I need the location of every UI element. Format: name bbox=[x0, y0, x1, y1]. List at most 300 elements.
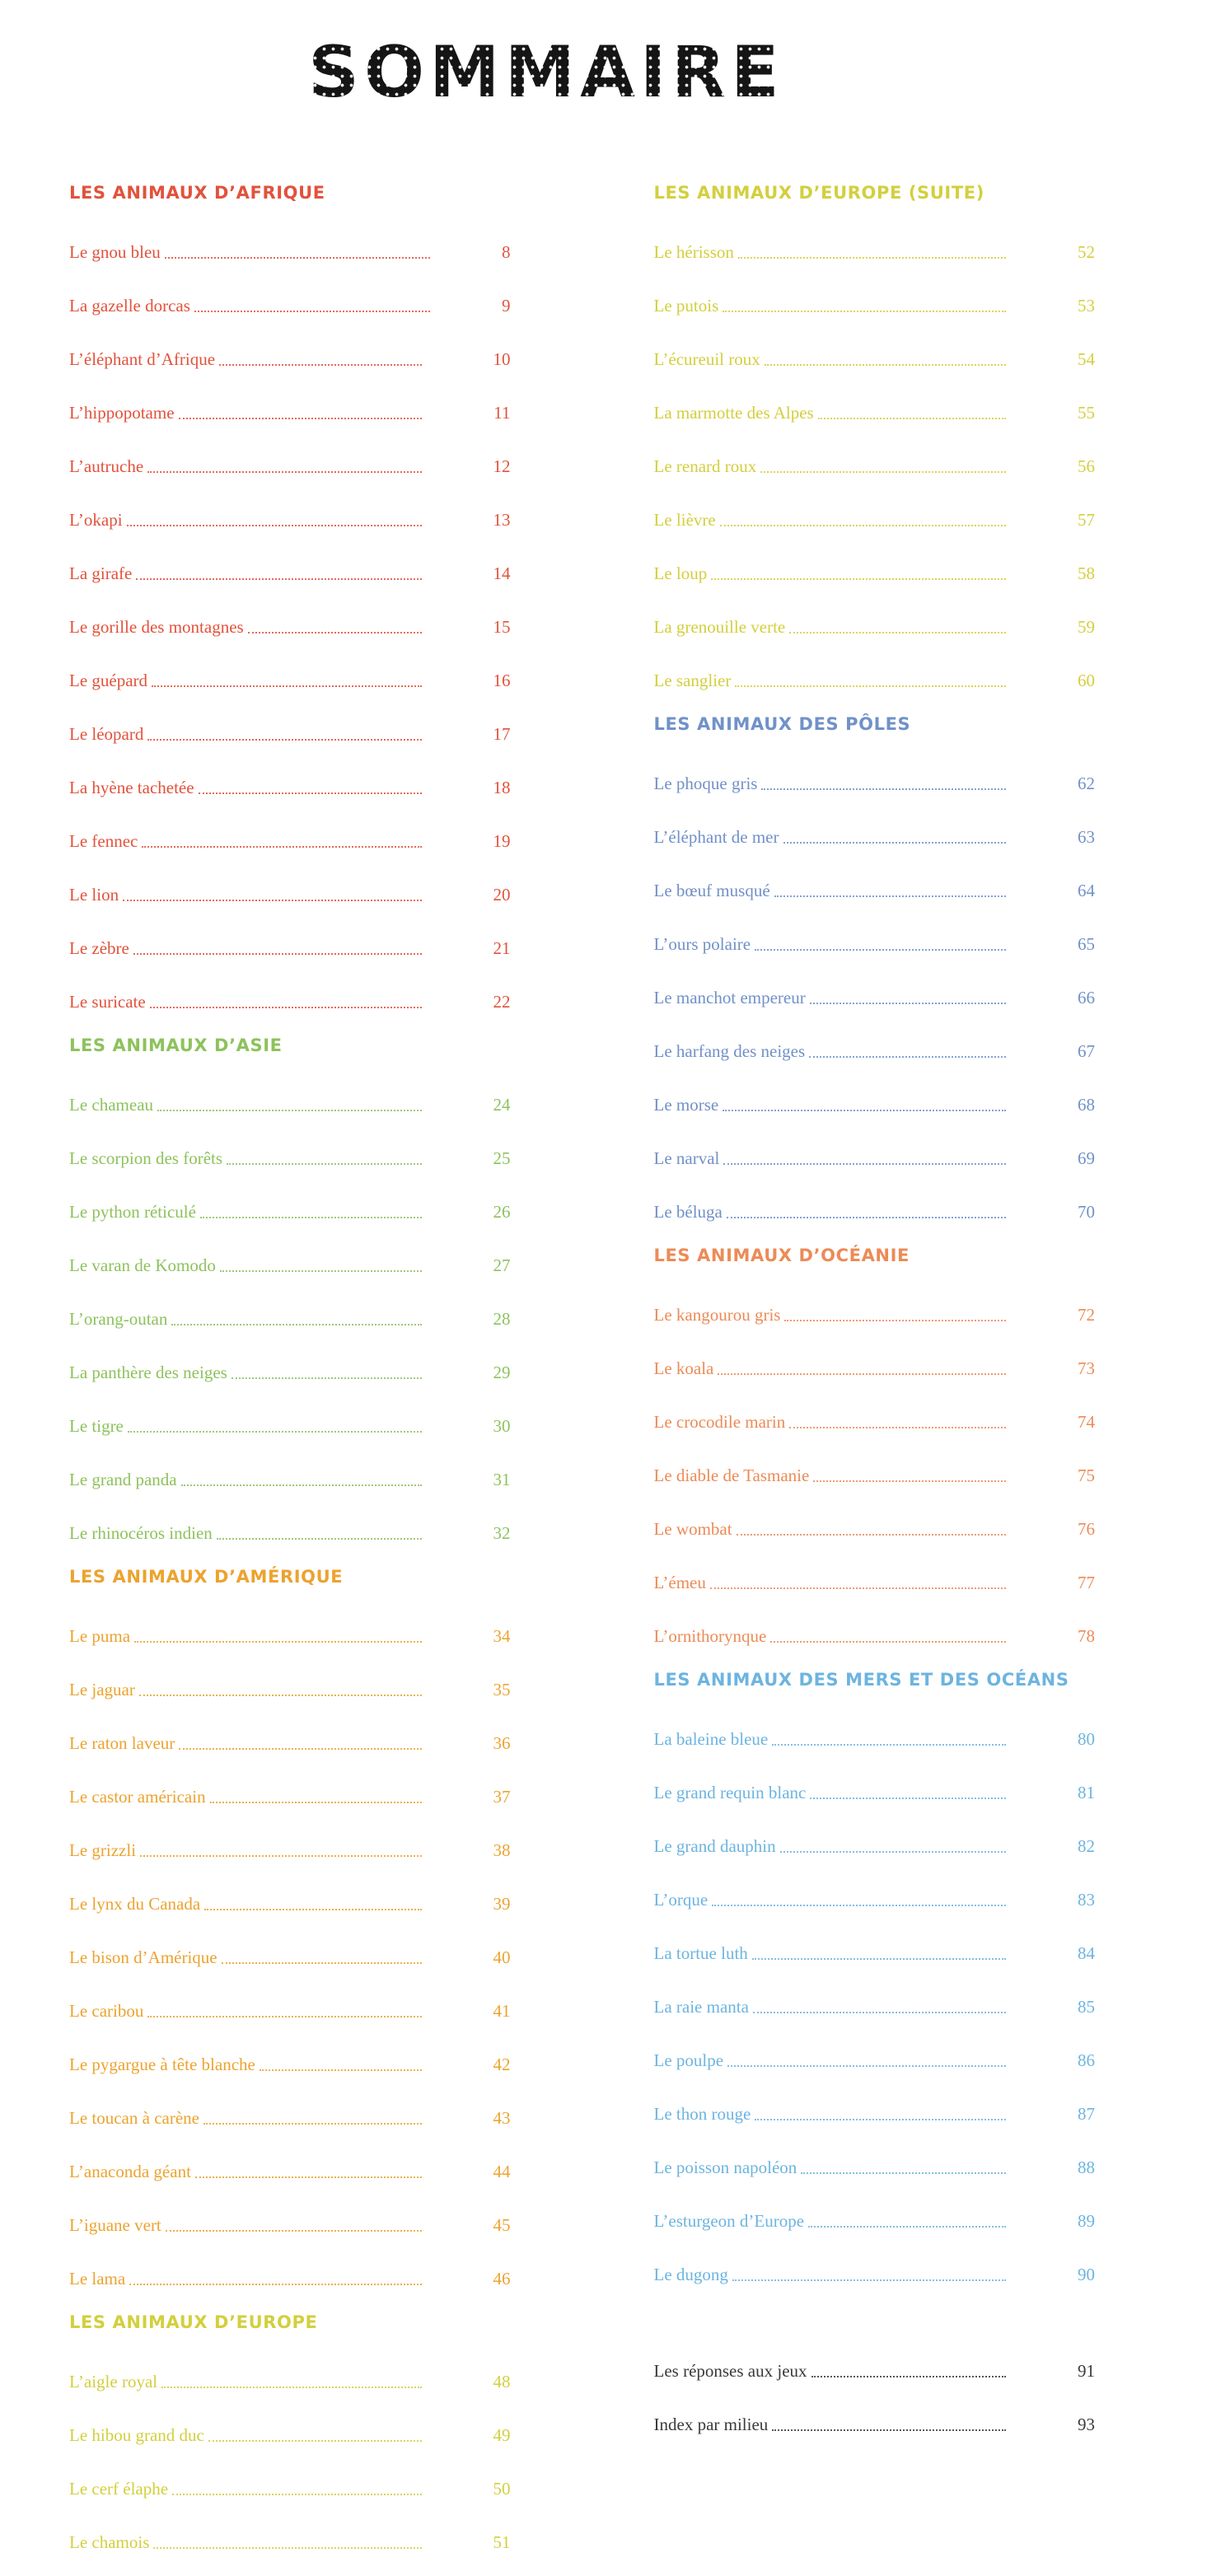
toc-entry bbox=[654, 264, 1163, 317]
entry-label: Le grand dauphin bbox=[653, 1836, 776, 1856]
entry-page-number: 30 bbox=[493, 1416, 511, 1436]
toc-entry bbox=[654, 849, 1163, 902]
entry-page-number: 88 bbox=[1078, 2158, 1095, 2177]
entry-label: Le béluga bbox=[653, 1202, 723, 1222]
toc-entry bbox=[654, 1009, 1163, 1063]
toc-entry bbox=[69, 638, 578, 692]
entry-label: L’ornithorynque bbox=[653, 1626, 767, 1646]
entry-label: Le lièvre bbox=[653, 510, 716, 530]
entry-leader-dots bbox=[208, 2440, 422, 2442]
entry-page-number: 13 bbox=[493, 510, 511, 530]
toc-entry bbox=[69, 2022, 578, 2076]
entry-leader-dots bbox=[140, 1855, 421, 1857]
entry-page-number: 56 bbox=[1078, 456, 1095, 476]
entry-page-number: 63 bbox=[1078, 827, 1095, 847]
entry-leader-dots bbox=[220, 1270, 422, 1272]
entry-leader-dots bbox=[732, 2279, 1006, 2281]
toc-entry bbox=[69, 1915, 578, 1969]
toc-entry bbox=[654, 1170, 1163, 1223]
toc-entry bbox=[654, 478, 1163, 531]
entry-label: Le chamois bbox=[69, 2532, 150, 2552]
entry-leader-dots bbox=[165, 257, 430, 259]
toc-entry bbox=[654, 2018, 1163, 2072]
entry-leader-dots bbox=[232, 1377, 422, 1379]
entry-label: L’autruche bbox=[69, 456, 144, 476]
section-heading: LES ANIMAUX D’ASIE bbox=[69, 1036, 283, 1055]
entry-label: Le grand panda bbox=[69, 1470, 177, 1489]
entry-label: Le suricate bbox=[69, 992, 146, 1012]
entry-page-number: 57 bbox=[1078, 510, 1095, 530]
toc-entry bbox=[69, 1170, 578, 1223]
toc-entry bbox=[69, 2130, 578, 2183]
entry-page-number: 15 bbox=[493, 617, 511, 637]
entry-leader-dots bbox=[738, 257, 1006, 259]
toc-entry bbox=[69, 1277, 578, 1330]
entry-leader-dots bbox=[772, 1744, 1006, 1746]
entry-page-number: 43 bbox=[493, 2108, 511, 2128]
entry-page-number: 64 bbox=[1078, 881, 1095, 900]
toc-entry bbox=[69, 1438, 578, 1491]
entry-label: Le koala bbox=[653, 1358, 714, 1378]
toc-entry bbox=[654, 2232, 1163, 2286]
toc-entry bbox=[69, 799, 578, 853]
toc-section bbox=[69, 2312, 578, 2554]
entry-page-number: 20 bbox=[493, 885, 511, 905]
toc-entry bbox=[69, 2393, 578, 2447]
toc-entry bbox=[654, 371, 1163, 424]
entry-leader-dots bbox=[811, 2376, 1006, 2377]
entry-label: Le hérisson bbox=[653, 242, 734, 262]
entry-label: La hyène tachetée bbox=[69, 778, 194, 797]
entry-label: Le fennec bbox=[69, 831, 138, 851]
entry-label: La raie manta bbox=[653, 1997, 749, 2017]
toc-entry bbox=[69, 1594, 578, 1648]
entry-page-number: 44 bbox=[493, 2162, 511, 2181]
entry-page-number: 42 bbox=[493, 2055, 511, 2074]
entry-leader-dots bbox=[200, 1217, 422, 1218]
toc-entry bbox=[69, 478, 578, 531]
entry-page-number: 54 bbox=[1078, 349, 1095, 369]
entry-page-number: 85 bbox=[1078, 1997, 1095, 2017]
entry-leader-dots bbox=[123, 900, 421, 901]
entry-leader-dots bbox=[128, 1431, 422, 1433]
entry-page-number: 52 bbox=[1078, 242, 1095, 262]
entry-leader-dots bbox=[152, 685, 421, 687]
entry-label: La girafe bbox=[69, 563, 133, 583]
toc-entry bbox=[654, 531, 1163, 585]
entry-page-number: 49 bbox=[493, 2425, 511, 2445]
entry-label: Le varan de Komodo bbox=[69, 1255, 216, 1275]
entry-page-number: 41 bbox=[493, 2001, 511, 2021]
toc-section bbox=[69, 183, 578, 1013]
toc-columns bbox=[69, 183, 1162, 2576]
section-heading: LES ANIMAUX D’EUROPE (SUITE) bbox=[653, 183, 984, 203]
entry-page-number: 58 bbox=[1078, 563, 1095, 583]
entry-label: Le gnou bleu bbox=[69, 242, 161, 262]
toc-column-right bbox=[654, 183, 1163, 2576]
entry-leader-dots bbox=[755, 2119, 1006, 2120]
entry-page-number: 82 bbox=[1078, 1836, 1095, 1856]
entry-page-number: 22 bbox=[493, 992, 511, 1012]
entry-page-number: 60 bbox=[1078, 671, 1095, 690]
entry-page-number: 36 bbox=[493, 1733, 511, 1753]
entry-label: La gazelle dorcas bbox=[69, 296, 190, 316]
entry-leader-dots bbox=[136, 578, 421, 580]
toc-entry bbox=[69, 2237, 578, 2290]
entry-leader-dots bbox=[204, 1909, 421, 1910]
toc-entry bbox=[654, 1751, 1163, 1804]
entry-page-number: 28 bbox=[493, 1309, 511, 1329]
entry-label: Index par milieu bbox=[653, 2415, 769, 2434]
entry-page-number: 84 bbox=[1078, 1943, 1095, 1963]
entry-label: L’écureuil roux bbox=[653, 349, 760, 369]
entry-label: Le harfang des neiges bbox=[653, 1041, 806, 1061]
entry-page-number: 83 bbox=[1078, 1890, 1095, 1910]
entry-label: L’esturgeon d’Europe bbox=[653, 2211, 805, 2231]
entry-label: Le pygargue à tête blanche bbox=[69, 2055, 255, 2074]
toc-entry bbox=[654, 1487, 1163, 1540]
entry-leader-dots bbox=[260, 2069, 422, 2071]
entry-label: Le hibou grand duc bbox=[69, 2425, 204, 2445]
toc-entry bbox=[654, 1697, 1163, 1751]
entry-leader-dots bbox=[720, 525, 1006, 526]
toc-entry bbox=[654, 1380, 1163, 1433]
toc-entry bbox=[69, 1491, 578, 1545]
entry-leader-dots bbox=[248, 632, 422, 633]
toc-entry bbox=[69, 2076, 578, 2130]
entry-label: Le narval bbox=[653, 1148, 720, 1168]
entry-page-number: 53 bbox=[1078, 296, 1095, 316]
entry-label: Le grizzli bbox=[69, 1840, 137, 1860]
entry-label: Le toucan à carène bbox=[69, 2108, 199, 2128]
entry-leader-dots bbox=[171, 1324, 421, 1325]
entry-label: Le wombat bbox=[653, 1519, 732, 1539]
toc-section bbox=[654, 183, 1163, 692]
entry-page-number: 39 bbox=[493, 1894, 511, 1914]
entry-label: Le morse bbox=[653, 1095, 719, 1115]
entry-page-number: 8 bbox=[502, 242, 511, 262]
entry-page-number: 78 bbox=[1078, 1626, 1095, 1646]
entry-leader-dots bbox=[222, 1962, 422, 1964]
entry-label: La panthère des neiges bbox=[69, 1363, 227, 1382]
toc-entry bbox=[69, 746, 578, 799]
toc-entry bbox=[69, 960, 578, 1013]
toc-entry bbox=[654, 2179, 1163, 2232]
entry-label: Le tigre bbox=[69, 1416, 124, 1436]
toc-section bbox=[69, 1567, 578, 2290]
toc-entry bbox=[654, 1433, 1163, 1487]
entry-leader-dots bbox=[753, 2012, 1006, 2013]
entry-label: L’hippopotame bbox=[69, 403, 175, 423]
entry-page-number: 38 bbox=[493, 1840, 511, 1860]
toc-entry bbox=[69, 906, 578, 960]
entry-leader-dots bbox=[712, 1905, 1006, 1906]
entry-label: Le rhinocéros indien bbox=[69, 1523, 213, 1543]
entry-leader-dots bbox=[783, 842, 1007, 844]
entry-page-number: 37 bbox=[493, 1787, 511, 1807]
section-heading: LES ANIMAUX D’EUROPE bbox=[69, 2312, 318, 2332]
entry-page-number: 18 bbox=[493, 778, 511, 797]
entry-label: L’éléphant de mer bbox=[653, 827, 779, 847]
entry-page-number: 50 bbox=[493, 2479, 511, 2499]
entry-leader-dots bbox=[723, 1110, 1006, 1111]
entry-leader-dots bbox=[723, 1163, 1006, 1165]
entry-leader-dots bbox=[217, 1538, 422, 1540]
toc-entry bbox=[654, 585, 1163, 638]
entry-page-number: 67 bbox=[1078, 1041, 1095, 1061]
entry-leader-dots bbox=[181, 1484, 422, 1486]
entry-leader-dots bbox=[129, 2284, 421, 2285]
entry-label: Le python réticulé bbox=[69, 1202, 196, 1222]
entry-label: Le zèbre bbox=[69, 938, 129, 958]
toc-entry bbox=[69, 1223, 578, 1277]
entry-label: Le caribou bbox=[69, 2001, 144, 2021]
entry-page-number: 10 bbox=[493, 349, 511, 369]
entry-page-number: 72 bbox=[1078, 1305, 1095, 1325]
toc-entry bbox=[69, 1862, 578, 1915]
entry-page-number: 90 bbox=[1078, 2265, 1095, 2284]
entry-page-number: 12 bbox=[493, 456, 511, 476]
toc-entry bbox=[69, 1648, 578, 1701]
entry-leader-dots bbox=[755, 949, 1006, 951]
entry-leader-dots bbox=[818, 418, 1006, 419]
entry-page-number: 35 bbox=[493, 1680, 511, 1699]
entry-label: Le diable de Tasmanie bbox=[653, 1466, 810, 1485]
entry-page-number: 66 bbox=[1078, 988, 1095, 1007]
entry-label: Le dugong bbox=[653, 2265, 728, 2284]
entry-leader-dots bbox=[735, 685, 1006, 687]
toc-section bbox=[654, 714, 1163, 1223]
toc-entry bbox=[654, 2382, 1163, 2436]
entry-label: Le kangourou gris bbox=[653, 1305, 781, 1325]
entry-label: Le puma bbox=[69, 1626, 131, 1646]
toc-entry bbox=[69, 424, 578, 478]
entry-page-number: 32 bbox=[493, 1523, 511, 1543]
entry-leader-dots bbox=[199, 792, 422, 794]
entry-label: Le grand requin blanc bbox=[653, 1783, 807, 1802]
toc-entry bbox=[69, 371, 578, 424]
toc-entry bbox=[69, 585, 578, 638]
toc-entry bbox=[69, 210, 578, 264]
toc-entry bbox=[69, 1808, 578, 1862]
entry-leader-dots bbox=[195, 2176, 422, 2178]
entry-leader-dots bbox=[179, 1748, 421, 1750]
entry-page-number: 16 bbox=[493, 671, 511, 690]
entry-leader-dots bbox=[727, 2065, 1006, 2067]
entry-label: L’anaconda géant bbox=[69, 2162, 191, 2181]
entry-label: Les réponses aux jeux bbox=[653, 2361, 807, 2381]
section-heading: LES ANIMAUX D’AMÉRIQUE bbox=[69, 1567, 344, 1587]
toc-entry bbox=[69, 264, 578, 317]
toc-entry bbox=[654, 1116, 1163, 1170]
entry-page-number: 69 bbox=[1078, 1148, 1095, 1168]
entry-leader-dots bbox=[210, 1802, 422, 1803]
toc-entry bbox=[69, 2447, 578, 2500]
toc-entry bbox=[654, 956, 1163, 1009]
entry-leader-dots bbox=[710, 1587, 1006, 1589]
entry-label: Le manchot empereur bbox=[653, 988, 806, 1007]
toc-entry bbox=[654, 2125, 1163, 2179]
entry-page-number: 81 bbox=[1078, 1783, 1095, 1802]
entry-leader-dots bbox=[810, 1003, 1006, 1004]
toc-entry bbox=[69, 1384, 578, 1438]
toc-entry bbox=[69, 317, 578, 371]
entry-leader-dots bbox=[147, 2016, 421, 2017]
entry-page-number: 91 bbox=[1078, 2361, 1095, 2381]
toc-entry bbox=[654, 1858, 1163, 1911]
toc-entry bbox=[654, 1594, 1163, 1648]
entry-label: Le lynx du Canada bbox=[69, 1894, 201, 1914]
entry-label: Le cerf élaphe bbox=[69, 2479, 169, 2499]
entry-page-number: 34 bbox=[493, 1626, 511, 1646]
entry-leader-dots bbox=[770, 1641, 1006, 1643]
entry-leader-dots bbox=[157, 1110, 421, 1111]
entry-leader-dots bbox=[139, 1695, 422, 1696]
entry-page-number: 51 bbox=[493, 2532, 511, 2552]
toc-entry bbox=[69, 531, 578, 585]
entry-label: Le putois bbox=[653, 296, 719, 316]
toc-entry bbox=[654, 1063, 1163, 1116]
entry-label: Le chameau bbox=[69, 1095, 154, 1115]
entry-leader-dots bbox=[203, 2123, 422, 2125]
entry-leader-dots bbox=[127, 525, 422, 526]
entry-leader-dots bbox=[810, 1798, 1006, 1799]
toc-section bbox=[654, 1670, 1163, 2286]
entry-label: Le gorille des montagnes bbox=[69, 617, 244, 637]
entry-page-number: 75 bbox=[1078, 1466, 1095, 1485]
entry-leader-dots bbox=[179, 418, 423, 419]
toc-entry bbox=[69, 2183, 578, 2237]
toc-entry bbox=[69, 1330, 578, 1384]
toc-entry bbox=[69, 1116, 578, 1170]
entry-label: La tortue luth bbox=[653, 1943, 748, 1963]
entry-page-number: 55 bbox=[1078, 403, 1095, 423]
entry-label: Le léopard bbox=[69, 724, 144, 744]
entry-page-number: 62 bbox=[1078, 774, 1095, 793]
entry-leader-dots bbox=[150, 1007, 422, 1008]
entry-label: L’okapi bbox=[69, 510, 123, 530]
entry-leader-dots bbox=[789, 632, 1006, 633]
entry-leader-dots bbox=[133, 953, 422, 955]
toc-entry bbox=[654, 317, 1163, 371]
entry-label: La marmotte des Alpes bbox=[653, 403, 814, 423]
entry-label: Le lama bbox=[69, 2269, 126, 2288]
toc-entry bbox=[69, 2340, 578, 2393]
entry-page-number: 27 bbox=[493, 1255, 511, 1275]
toc-entry bbox=[654, 741, 1163, 795]
toc-entry bbox=[654, 1326, 1163, 1380]
entry-leader-dots bbox=[147, 739, 421, 741]
entry-page-number: 19 bbox=[493, 831, 511, 851]
entry-page-number: 76 bbox=[1078, 1519, 1095, 1539]
entry-label: L’ours polaire bbox=[653, 934, 751, 954]
toc-section bbox=[654, 1246, 1163, 1648]
entry-label: Le poulpe bbox=[653, 2050, 724, 2070]
entry-page-number: 89 bbox=[1078, 2211, 1095, 2231]
toc-entry bbox=[69, 692, 578, 746]
toc-entry bbox=[654, 210, 1163, 264]
entry-label: Le sanglier bbox=[653, 671, 732, 690]
entry-page-number: 73 bbox=[1078, 1358, 1095, 1378]
toc-entry bbox=[69, 1755, 578, 1808]
toc-section bbox=[69, 1036, 578, 1545]
entry-leader-dots bbox=[784, 1320, 1006, 1321]
entry-label: Le jaguar bbox=[69, 1680, 135, 1699]
entry-leader-dots bbox=[809, 1056, 1006, 1058]
entry-leader-dots bbox=[723, 311, 1006, 312]
entry-leader-dots bbox=[772, 2429, 1006, 2431]
page-title: SOMMAIRE bbox=[308, 31, 784, 114]
entry-page-number: 87 bbox=[1078, 2104, 1095, 2124]
entry-label: Le bœuf musqué bbox=[653, 881, 770, 900]
entry-leader-dots bbox=[172, 2494, 421, 2495]
entry-label: L’éléphant d’Afrique bbox=[69, 349, 216, 369]
entry-label: Le lion bbox=[69, 885, 119, 905]
toc-entry bbox=[654, 1273, 1163, 1326]
entry-leader-dots bbox=[153, 2547, 421, 2549]
entry-leader-dots bbox=[147, 471, 421, 473]
entry-label: Le poisson napoléon bbox=[653, 2158, 797, 2177]
entry-label: L’aigle royal bbox=[69, 2372, 158, 2391]
entry-page-number: 29 bbox=[493, 1363, 511, 1382]
toc-entry bbox=[69, 1063, 578, 1116]
toc-entry bbox=[654, 2072, 1163, 2125]
entry-leader-dots bbox=[752, 1958, 1006, 1960]
entry-page-number: 9 bbox=[502, 296, 511, 316]
entry-page-number: 25 bbox=[493, 1148, 511, 1168]
toc-entry bbox=[69, 2500, 578, 2554]
toc-entry bbox=[654, 424, 1163, 478]
entry-page-number: 59 bbox=[1078, 617, 1095, 637]
section-heading: LES ANIMAUX D’OCÉANIE bbox=[653, 1246, 910, 1265]
entry-label: L’orque bbox=[653, 1890, 709, 1910]
toc-entry bbox=[654, 1911, 1163, 1965]
entry-page-number: 45 bbox=[493, 2215, 511, 2235]
toc-entry bbox=[654, 795, 1163, 849]
entry-label: Le raton laveur bbox=[69, 1733, 175, 1753]
toc-entry bbox=[69, 1969, 578, 2022]
entry-label: Le castor américain bbox=[69, 1787, 206, 1807]
entry-leader-dots bbox=[727, 1217, 1006, 1218]
entry-leader-dots bbox=[142, 846, 421, 848]
entry-leader-dots bbox=[765, 364, 1006, 366]
entry-page-number: 65 bbox=[1078, 934, 1095, 954]
entry-page-number: 31 bbox=[493, 1470, 511, 1489]
entry-page-number: 24 bbox=[493, 1095, 511, 1115]
entry-label: Le crocodile marin bbox=[653, 1412, 786, 1432]
toc-entry bbox=[654, 1804, 1163, 1858]
toc-entry bbox=[69, 853, 578, 906]
entry-label: La grenouille verte bbox=[653, 617, 786, 637]
entry-label: Le loup bbox=[653, 563, 708, 583]
entry-label: Le renard roux bbox=[653, 456, 757, 476]
entry-label: Le scorpion des forêts bbox=[69, 1148, 223, 1168]
toc-entry bbox=[654, 638, 1163, 692]
toc-entry bbox=[69, 1701, 578, 1755]
entry-page-number: 26 bbox=[493, 1202, 511, 1222]
entry-leader-dots bbox=[718, 1373, 1006, 1375]
entry-leader-dots bbox=[227, 1163, 421, 1165]
entry-page-number: 17 bbox=[493, 724, 511, 744]
entry-label: L’orang-outan bbox=[69, 1309, 168, 1329]
entry-page-number: 77 bbox=[1078, 1573, 1095, 1592]
title-area bbox=[69, 31, 1162, 155]
entry-leader-dots bbox=[737, 1534, 1006, 1536]
toc-column-left bbox=[69, 183, 578, 2576]
entry-leader-dots bbox=[161, 2387, 421, 2388]
entry-label: L’émeu bbox=[653, 1573, 706, 1592]
entry-page-number: 70 bbox=[1078, 1202, 1095, 1222]
